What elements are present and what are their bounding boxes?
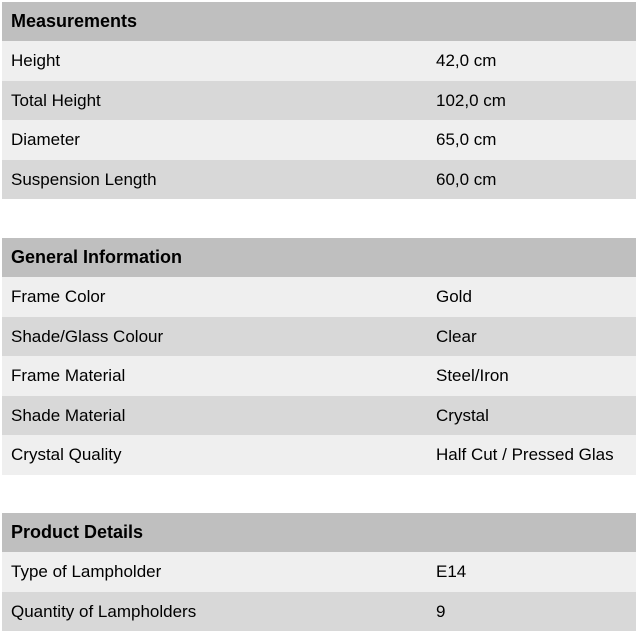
measurements-header: Measurements	[2, 2, 636, 41]
product-details-header: Product Details	[2, 513, 636, 552]
row-value: 65,0 cm	[436, 130, 497, 149]
table-row	[2, 435, 636, 475]
row-label: Shade/Glass Colour	[11, 326, 164, 346]
row-value: 9	[436, 601, 446, 621]
general-information-header: General Information	[2, 238, 636, 277]
table-row	[2, 396, 636, 436]
table-row	[2, 41, 636, 81]
row-value: 42,0 cm	[436, 51, 497, 70]
table-row	[2, 120, 636, 160]
row-label: Shade Material	[11, 405, 126, 425]
table-row	[2, 592, 636, 632]
row-label: Height	[11, 51, 61, 70]
row-value: Gold	[436, 287, 472, 306]
row-value: E14	[436, 562, 467, 581]
table-row	[2, 552, 636, 592]
row-label: Quantity of Lampholders	[11, 601, 197, 621]
row-value: Steel/Iron	[436, 366, 509, 385]
row-value: 60,0 cm	[436, 169, 497, 189]
table-row	[2, 317, 636, 357]
table-row	[2, 356, 636, 396]
row-value: Clear	[436, 326, 477, 346]
measurements-table	[2, 2, 636, 199]
row-label: Diameter	[11, 130, 80, 149]
row-value: Crystal	[436, 405, 489, 425]
general-information-table	[2, 238, 636, 475]
row-label: Total Height	[11, 90, 101, 110]
table-row	[2, 160, 636, 200]
table-row	[2, 277, 636, 317]
row-value: 102,0 cm	[436, 90, 506, 110]
row-label: Frame Material	[11, 366, 126, 385]
row-label: Suspension Length	[11, 169, 157, 189]
table-row	[2, 81, 636, 121]
row-label: Type of Lampholder	[11, 562, 162, 581]
row-value: Half Cut / Pressed Glas	[436, 445, 614, 464]
row-label: Crystal Quality	[11, 445, 122, 464]
row-label: Frame Color	[11, 287, 106, 306]
product-details-table	[2, 513, 636, 631]
